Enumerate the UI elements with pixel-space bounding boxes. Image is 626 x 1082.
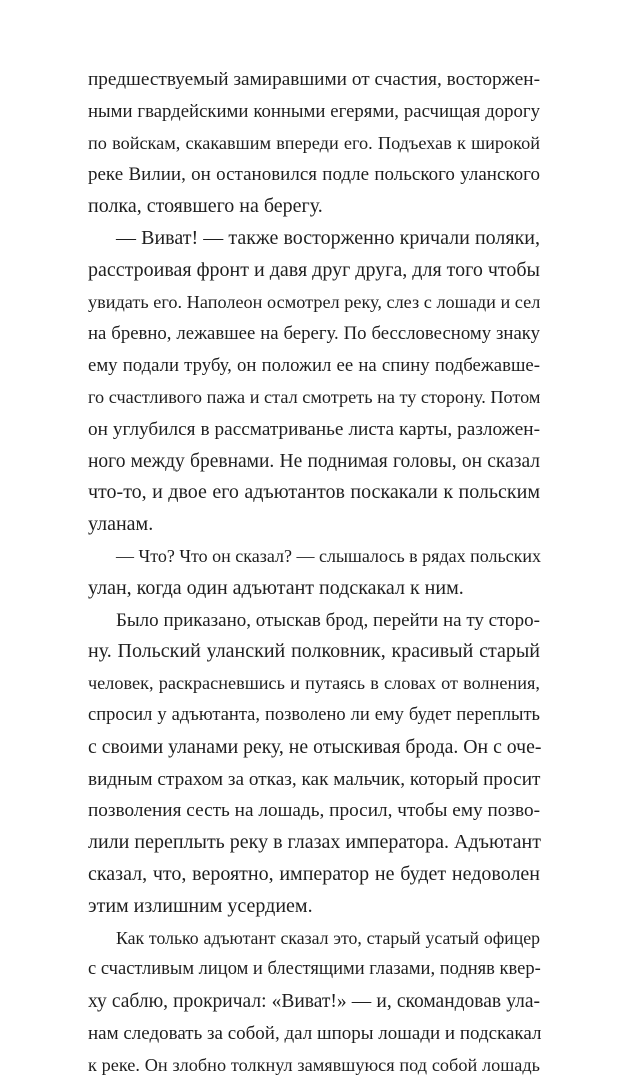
text-line: с своими уланами реку, не отыскивая брода. Он с оче-	[88, 735, 542, 758]
text-line: спросил у адъютанта, позволено ли ему будет переплыть	[88, 704, 540, 725]
paragraph-2	[88, 223, 540, 541]
text-line: полка, стоявшего на берегу.	[88, 195, 323, 218]
text-line: на бревно, лежавшее на берегу. По бессловесному знаку	[88, 323, 540, 345]
text-line: что-то, и двое его адъютантов поскакали к польским	[88, 481, 540, 504]
text-line: человек, раскрасневшись и путаясь в словах от волнения,	[88, 673, 540, 694]
text-line: ными гвардейскими конными егерями, расчищая дорогу	[88, 100, 540, 122]
text-line: Как только адъютант сказал это, старый усатый офицер	[116, 927, 540, 948]
text-line: го счастливого пажа и стал смотреть на ту сторону. Потом	[88, 386, 541, 407]
text-line: нам следовать за собой, дал шпоры лошади и подскакал	[88, 1022, 542, 1044]
text-line: позволения сесть на лошадь, просил, чтобы ему позво-	[88, 800, 540, 822]
text-line: ного между бревнами. Не поднимая головы, он сказал	[88, 450, 540, 472]
text-line: Было приказано, отыскав брод, перейти на ту сторо-	[116, 609, 540, 631]
text-line: предшествуемый замиравшими от счастия, восторжен-	[88, 69, 540, 90]
text-line: увидать его. Наполеон осмотрел реку, слез с лошади и сел	[88, 291, 541, 312]
text-line: реке Вилии, он остановился подле польского уланского	[88, 164, 540, 186]
text-line: расстроивая фронт и давя друг друга, для того чтобы	[88, 258, 540, 281]
text-line: ему подали трубу, он положил ее на спину подбежавше-	[88, 355, 540, 377]
text-line: к реке. Он злобно толкнул замявшуюся под собой лошадь	[88, 1054, 540, 1075]
text-line: видным страхом за отказ, как мальчик, который просит	[88, 768, 541, 790]
text-line: — Что? Что он сказал? — слышалось в рядах польских	[116, 545, 542, 566]
text-line: ну. Польский уланский полковник, красивый старый	[88, 640, 540, 663]
paragraph-3	[88, 541, 540, 605]
text-line: — Виват! — также восторженно кричали поляки,	[116, 226, 540, 249]
text-line: он углубился в рассматриванье листа карты, разложен-	[88, 418, 540, 440]
text-line: с счастливым лицом и блестящими глазами, подняв квер-	[88, 959, 541, 980]
paragraph-1	[88, 64, 540, 223]
text-line: ху саблю, прокричал: «Виват!» — и, скомандовав ула-	[88, 991, 540, 1013]
text-line: этим излишним усердием.	[88, 894, 313, 917]
paragraph-5	[88, 923, 540, 1082]
text-line: лили переплыть реку в глазах императора. Адъютант	[88, 831, 541, 854]
text-line: по войскам, скакавшим впереди его. Подъехав к широкой	[88, 132, 540, 153]
book-page-text	[88, 64, 540, 1082]
text-line: уланам.	[88, 513, 154, 536]
text-line: улан, когда один адъютант подскакал к ним.	[88, 576, 464, 599]
text-line: сказал, что, вероятно, император не будет недоволен	[88, 862, 540, 885]
paragraph-4	[88, 605, 540, 923]
